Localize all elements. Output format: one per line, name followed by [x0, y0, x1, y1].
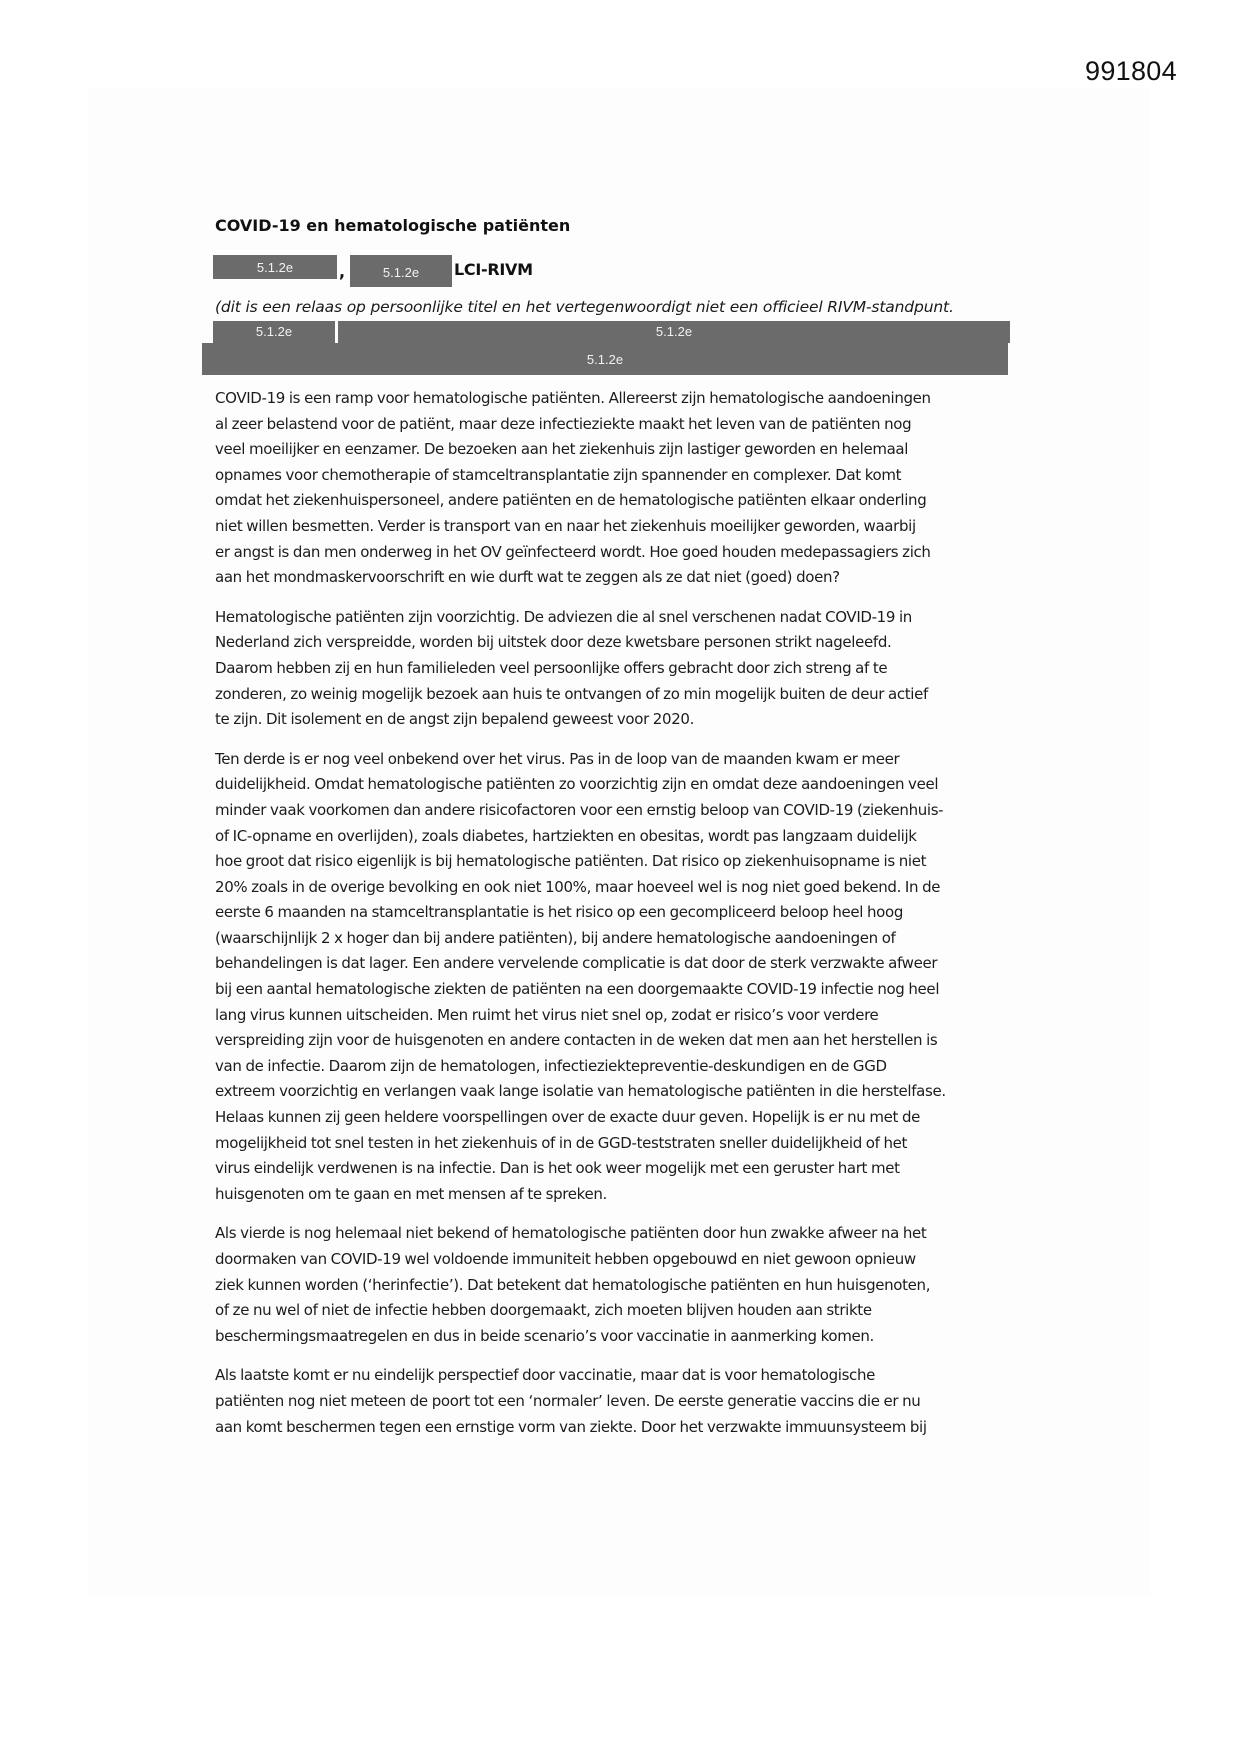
- text-line: niet willen besmetten. Verder is transport van en naar het ziekenhuis moeilijker geworden, waarbij: [215, 516, 916, 535]
- document-number-stamp: 991804: [1085, 56, 1177, 86]
- text-line: duidelijkheid. Omdat hematologische patiënten zo voorzichtig zijn en omdat deze aandoeningen veel: [215, 775, 939, 794]
- text-line: er angst is dan men onderweg in het OV geïnfecteerd wordt. Hoe goed houden medepassagiers zich: [215, 542, 931, 561]
- text-line: bij een aantal hematologische ziekten de patiënten na een doorgemaakte COVID-19 infectie nog heel: [215, 980, 940, 999]
- paragraph-5: [215, 1363, 1035, 1440]
- text-line: aan het mondmaskervoorschrift en wie durft wat te zeggen als ze dat niet (goed) doen?: [215, 568, 840, 587]
- redaction-author-2: 5.1.2e: [350, 255, 452, 287]
- paragraph-3: [215, 747, 1035, 1208]
- text-line: extreem voorzichtig en verlangen vaak lange isolatie van hematologische patiënten in die herstelfase.: [215, 1082, 946, 1101]
- document-body: [215, 386, 1035, 1454]
- text-line: lang virus kunnen uitscheiden. Men ruimt het virus niet snel op, zodat er risico’s voor verdere: [215, 1005, 879, 1024]
- text-line: virus eindelijk verdwenen is na infectie. Dan is het ook weer mogelijk met een geruster hart met: [215, 1159, 900, 1178]
- text-line: opnames voor chemotherapie of stamceltransplantatie zijn spannender en complexer. Dat komt: [215, 465, 902, 484]
- document-title: COVID-19 en hematologische patiënten: [215, 216, 571, 235]
- text-line: of IC-opname en overlijden), zoals diabetes, hartziekten en obesitas, wordt pas langzaam duidelijk: [215, 826, 917, 845]
- text-line: Daarom hebben zij en hun familieleden veel persoonlijke offers gebracht door zich streng af te: [215, 658, 888, 677]
- text-line: zonderen, zo weinig mogelijk bezoek aan huis te ontvangen of zo min mogelijk buiten de deur actief: [215, 684, 928, 703]
- redaction-author-1: 5.1.2e: [213, 255, 337, 279]
- text-line: ziek kunnen worden (‘herinfectie’). Dat betekent dat hematologische patiënten en hun huisgenoten,: [215, 1275, 931, 1294]
- text-line: Als laatste komt er nu eindelijk perspectief door vaccinatie, maar dat is voor hematologische: [215, 1366, 875, 1385]
- text-line: van de infectie. Daarom zijn de hematologen, infectieziektepreventie-deskundigen en de GGD: [215, 1056, 887, 1075]
- redaction-block-row1-left: 5.1.2e: [213, 321, 335, 343]
- text-line: mogelijkheid tot snel testen in het ziekenhuis of in de GGD-teststraten sneller duidelijkheid of het: [215, 1133, 908, 1152]
- text-line: hoe groot dat risico eigenlijk is bij hematologische patiënten. Dat risico op ziekenhuisopname is niet: [215, 852, 927, 871]
- redaction-block-row2: 5.1.2e: [202, 343, 1008, 375]
- redaction-block-row1-right: 5.1.2e: [338, 321, 1010, 343]
- text-line: (waarschijnlijk 2 x hoger dan bij andere patiënten), bij andere hematologische aandoeningen of: [215, 928, 896, 947]
- text-line: of ze nu wel of niet de infectie hebben doorgemaakt, zich moeten blijven houden aan strikte: [215, 1301, 872, 1320]
- text-line: Nederland zich verspreidde, worden bij uitstek door deze kwetsbare personen strikt nageleefd.: [215, 633, 892, 652]
- text-line: COVID-19 is een ramp voor hematologische patiënten. Allereerst zijn hematologische aandoeningen: [215, 389, 931, 407]
- text-line: patiënten nog niet meteen de poort tot een ‘normaler’ leven. De eerste generatie vaccins die er nu: [215, 1391, 921, 1410]
- author-separator: ,: [339, 262, 346, 281]
- text-line: Ten derde is er nog veel onbekend over het virus. Pas in de loop van de maanden kwam er meer: [215, 749, 900, 768]
- text-line: aan komt beschermen tegen een ernstige vorm van ziekte. Door het verzwakte immuunsysteem bij: [215, 1417, 927, 1436]
- paragraph-4: [215, 1221, 1035, 1349]
- text-line: eerste 6 maanden na stamceltransplantatie is het risico op een gecompliceerd beloop heel hoog: [215, 903, 904, 922]
- author-organization: LCI-RIVM: [454, 260, 533, 279]
- text-line: behandelingen is dat lager. Een andere vervelende complicatie is dat door de sterk verzwakte afweer: [215, 954, 938, 973]
- text-line: huisgenoten om te gaan en met mensen af te spreken.: [215, 1184, 607, 1203]
- text-line: Helaas kunnen zij geen heldere voorspellingen over de exacte duur geven. Hopelijk is er nu met de: [215, 1108, 921, 1127]
- text-line: veel moeilijker en eenzamer. De bezoeken aan het ziekenhuis zijn lastiger geworden en helemaal: [215, 440, 909, 459]
- text-line: minder vaak voorkomen dan andere risicofactoren voor een ernstig beloop van COVID-19 (ziekenhuis-: [215, 800, 944, 819]
- text-line: verspreiding zijn voor de huisgenoten en andere contacten in de weken dat men aan het herstellen is: [215, 1031, 938, 1050]
- text-line: 20% zoals in de overige bevolking en ook niet 100%, maar hoeveel wel is nog niet goed bekend. In de: [215, 877, 941, 896]
- paragraph-2: [215, 605, 1035, 733]
- text-line: beschermingsmaatregelen en dus in beide scenario’s voor vaccinatie in aanmerking komen.: [215, 1326, 874, 1345]
- text-line: doormaken van COVID-19 wel voldoende immuniteit hebben opgebouwd en niet gewoon opnieuw: [215, 1250, 916, 1268]
- text-line: al zeer belastend voor de patiënt, maar deze infectieziekte maakt het leven van de patiënten nog: [215, 414, 912, 433]
- paragraph-1: [215, 386, 1035, 591]
- text-line: Als vierde is nog helemaal niet bekend of hematologische patiënten door hun zwakke afweer na het: [215, 1224, 927, 1243]
- text-line: Hematologische patiënten zijn voorzichtig. De adviezen die al snel verschenen nadat COVID-19 in: [215, 607, 912, 626]
- text-line: te zijn. Dit isolement en de angst zijn bepalend geweest voor 2020.: [215, 710, 694, 729]
- text-line: omdat het ziekenhuispersoneel, andere patiënten en de hematologische patiënten elkaar onderling: [215, 491, 927, 510]
- disclaimer-text: (dit is een relaas op persoonlijke titel en het vertegenwoordigt niet een officieel RIVM-standpunt.: [215, 298, 954, 316]
